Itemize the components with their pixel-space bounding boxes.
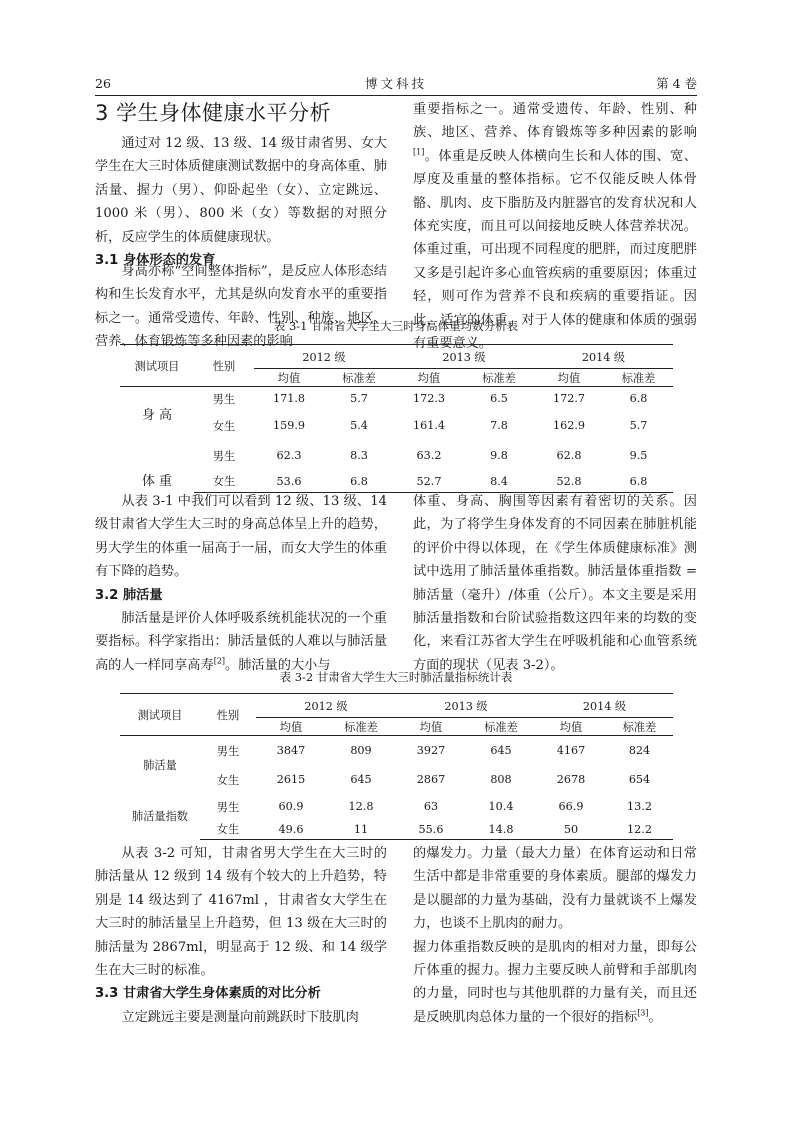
value-cell: 159.9: [272, 419, 306, 432]
subsection-heading-3-2: 3.2 肺活量: [95, 587, 163, 603]
table-3-1: [120, 344, 673, 493]
sex-cell: 女生: [200, 820, 256, 840]
value-cell: 645: [490, 744, 512, 758]
sex-cell: 男生: [216, 744, 240, 758]
header-test-item: 测试项目: [120, 345, 194, 387]
paragraph-table1-summary: 从表 3-1 中我们可以看到 12 级、13 级、14 级甘肃省大学生大三时的身高总体呈上升的趋势，男大学生的体重一届高于一届，而女大学生的体重有下降的趋势。: [95, 494, 387, 580]
group-label: 肺活量指数: [132, 809, 188, 823]
value-cell: 172.7: [552, 392, 586, 406]
group-label: 肺活量: [143, 758, 177, 772]
header-sd: 标准差: [606, 718, 673, 736]
value-cell: 55.6: [396, 820, 466, 840]
paragraph-standing-jump: 立定跳远主要是测量向前跳跃时下肢肌肉: [121, 1009, 359, 1025]
paragraph-lung-capacity: 肺活量是评价人体呼吸系统机能状况的一个重要指标。科学家指出：肺活量低的人难以与肺活量高的人一样同享高寿[2]。肺活量的大小与: [95, 611, 387, 673]
value-cell: 8.4: [464, 471, 534, 493]
value-cell: 53.6: [254, 471, 324, 493]
header-sex: 性别: [194, 345, 254, 387]
value-cell: 4167: [556, 744, 586, 758]
value-cell: 162.9: [552, 419, 586, 432]
table-row: [120, 794, 673, 820]
value-cell: 50: [536, 820, 606, 840]
value-cell: 6.5: [490, 392, 508, 406]
header-sd: 标准差: [326, 718, 396, 736]
header-mean: 均值: [394, 369, 464, 387]
value-cell: 645: [350, 773, 372, 786]
value-cell: 52.8: [534, 471, 604, 493]
table-row: [120, 820, 673, 840]
value-cell: 2867: [416, 773, 446, 786]
subsection-heading-3-1: 3.1 身体形态的发育: [95, 253, 216, 269]
table-row: [120, 441, 673, 471]
value-cell: 60.9: [278, 800, 304, 813]
header-year: 2013 级: [396, 694, 536, 718]
value-cell: 7.8: [490, 419, 508, 432]
value-cell: 62.3: [276, 449, 302, 462]
value-cell: 66.9: [558, 800, 584, 813]
value-cell: 5.4: [350, 419, 368, 432]
value-cell: 9.5: [629, 449, 648, 462]
value-cell: 9.8: [490, 449, 508, 462]
subsection-heading-3-3: 3.3 甘肃省大学生身体素质的对比分析: [95, 986, 321, 1002]
value-cell: 5.7: [629, 419, 648, 432]
table-row: [120, 736, 673, 766]
value-cell: 63.2: [416, 449, 442, 462]
sex-cell: 女生: [216, 773, 240, 787]
paragraph-grip-strength: 握力体重指数反映的是肌肉的相对力量，即每公斤体重的握力。握力主要反映人前臂和手部肌肉的力量，同时也与其他肌群的力量有关，而且还是反映肌肉总体力量的一个很好的指标[3]。: [413, 939, 697, 1025]
value-cell: 12.8: [348, 800, 374, 813]
value-cell: 654: [628, 773, 651, 786]
table-row: [120, 766, 673, 794]
value-cell: 8.3: [350, 449, 368, 462]
table-row: [120, 411, 673, 441]
value-cell: 161.4: [412, 419, 446, 432]
header-sd: 标准差: [464, 369, 534, 387]
table-caption-3-1: 表 3-1 甘肃省大学生大三时身高体重均数分析表: [273, 319, 519, 333]
section-intro: 通过对 12 级、13 级、14 级甘肃省男、女大学生在大三时体质健康测试数据中的身高体重、肺活量、握力（男）、仰卧起坐（女）、立定跳远、1000 米（男）、800 米（女）等数据的对照分析，反应学生的体质健康现状。: [95, 136, 387, 245]
sex-cell: 男生: [212, 392, 236, 406]
header-sex: 性别: [200, 694, 256, 736]
value-cell: 63: [423, 800, 439, 813]
sex-cell: 女生: [212, 419, 236, 433]
value-cell: 11: [326, 820, 396, 840]
volume-label: 第 4 卷: [656, 76, 697, 91]
value-cell: 2615: [276, 773, 306, 786]
header-rule: [95, 95, 697, 96]
header-year: 2014 级: [534, 345, 673, 369]
header-mean: 均值: [534, 369, 604, 387]
header-year: 2012 级: [256, 694, 396, 718]
header-year: 2014 级: [536, 694, 673, 718]
header-mean: 均值: [254, 369, 324, 387]
header-test-item: 测试项目: [120, 694, 200, 736]
value-cell: 808: [490, 773, 512, 786]
header-year: 2013 级: [394, 345, 534, 369]
sex-cell: 女生: [194, 471, 254, 493]
page-number: 26: [95, 76, 111, 91]
value-cell: 12.2: [606, 820, 673, 840]
group-label: 体 重: [141, 473, 173, 489]
sex-cell: 男生: [216, 800, 240, 814]
header-sd: 标准差: [466, 718, 536, 736]
table-caption-3-2: 表 3-2 甘肃省大学生大三时肺活量指标统计表: [279, 670, 513, 684]
header-sd: 标准差: [324, 369, 394, 387]
value-cell: 6.8: [324, 471, 394, 493]
middle-left-column: [95, 490, 387, 673]
table-row: [120, 387, 673, 411]
journal-name: 博文科技: [364, 76, 427, 91]
value-cell: 5.7: [350, 392, 368, 406]
value-cell: 2678: [556, 773, 586, 786]
value-cell: 824: [628, 744, 651, 758]
running-header: [95, 75, 697, 93]
value-cell: 6.8: [629, 392, 648, 406]
value-cell: 49.6: [256, 820, 326, 840]
value-cell: 6.8: [604, 471, 673, 493]
sex-cell: 男生: [212, 449, 236, 463]
section-heading: 3 学生身体健康水平分析: [95, 101, 332, 125]
header-year: 2012 级: [254, 345, 394, 369]
value-cell: 3847: [276, 744, 306, 758]
value-cell: 52.7: [394, 471, 464, 493]
value-cell: 13.2: [627, 800, 652, 813]
group-label: 身 高: [141, 408, 173, 424]
table-3-2: [120, 693, 673, 840]
header-mean: 均值: [536, 718, 606, 736]
top-left-column: [95, 98, 387, 272]
header-mean: 均值: [396, 718, 466, 736]
bottom-left-column: [95, 842, 387, 1047]
middle-right-column: [413, 490, 697, 673]
value-cell: 3927: [416, 744, 446, 758]
value-cell: 172.3: [412, 392, 446, 406]
value-cell: 809: [350, 744, 372, 758]
top-right-column: [413, 98, 697, 352]
paragraph-weight: 重要指标之一。通常受遗传、年龄、性别、种族、地区、营养、体育锻炼等多种因素的影响[1]。体重是反映人体横向生长和人体的围、宽、厚度及重量的整体指标。它不仅能反映人体骨骼、肌肉、皮下脂肪及内脏器官的发育状况和人体充实度，而且可以间接地反映人体营养状况。体重过重，可出现不同程度的肥胖，而过度肥胖又多是引起许多心血管疾病的重要原因；体重过轻，则可作为营养不良和疾病的重要指证。因此，适宜的体重，对于人体的健康和体质的强弱有重要意义。: [413, 102, 697, 352]
value-cell: 10.4: [488, 800, 514, 813]
paragraph-explosive-power: 的爆发力。力量（最大力量）在体育运动和日常生活中都是非常重要的身体素质。腿部的爆发力是以腿部的力量为基础，没有力量就谈不上爆发力，也谈不上肌肉的耐力。: [413, 846, 697, 932]
value-cell: 171.8: [272, 392, 306, 406]
paragraph-lung-index: 体重、身高、胸围等因素有着密切的关系。因此，为了将学生身体发育的不同因素在肺脏机能的评价中得以体现，在《学生体质健康标准》测试中选用了肺活量体重指数。肺活量体重指数 = 肺活量（毫升）/体重（公斤）。本文主要是采用肺活量指数和台阶试验指数这四年来的均数的变化，来看江苏省大学生在呼吸机能和心血管系统方面的现状（见表 3-2）。: [413, 494, 697, 673]
paragraph-table2-summary: 从表 3-2 可知，甘肃省男大学生在大三时的肺活量从 12 级到 14 级有个较大的上升趋势，特别是 14 级达到了 4167ml ，甘肃省女大学生在大三时的肺活量呈上升趋势，但 13 级在大三时的肺活量为 2867ml，明显高于 12 级、和 14 级学生在大三时的标准。: [95, 846, 387, 979]
value-cell: 14.8: [466, 820, 536, 840]
header-mean: 均值: [256, 718, 326, 736]
paragraph-height: 身高亦称“空间整体指标”，是反应人体形态结构和生长发育水平，尤其是纵向发育水平的重要指标之一。通常受遗传、年龄、性别、种族、地区、营养、体育锻炼等多种因素的影响: [95, 264, 387, 350]
bottom-right-column: [413, 842, 697, 1047]
header-sd: 标准差: [604, 369, 673, 387]
value-cell: 62.8: [556, 449, 582, 462]
